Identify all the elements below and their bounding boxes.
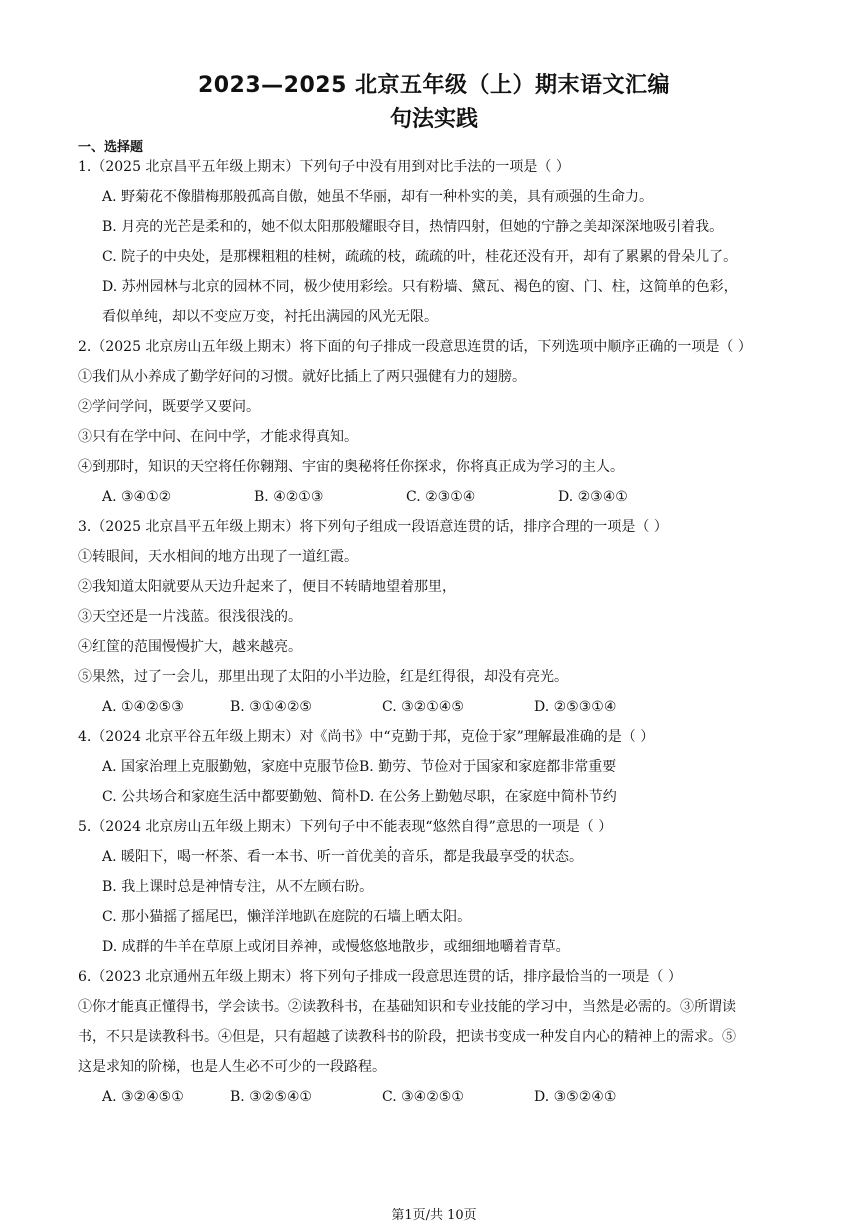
questions-list	[78, 152, 798, 1112]
question-3-choice-d: D. ②⑤③①④	[534, 699, 617, 715]
question-4-options-cd: C. 公共场合和家庭生活中都要勤勉、简朴D. 在公务上勤勉尽职，在家庭中简朴节约	[102, 789, 617, 805]
question-2-sentence-4: ④到那时，知识的天空将任你翱翔、宇宙的奥秘将任你探求，你将真正成为学习的主人。	[78, 459, 624, 475]
question-3-sentence-3: ③天空还是一片浅蓝。很浅很浅的。	[78, 609, 302, 625]
question-4-options-ab: A. 国家治理上克服勤勉，家庭中克服节俭B. 勤劳、节俭对于国家和家庭都非常重要	[102, 759, 617, 775]
question-3-choice-a: A. ①④②⑤③	[102, 699, 184, 715]
question-2-sentence-2: ②学问学问，既要学又要问。	[78, 399, 260, 415]
question-2-choice-b: B. ④②①③	[254, 489, 324, 505]
page-title: 2023—2025 北京五年级（上）期末语文汇编	[197, 73, 671, 98]
question-3-sentence-2: ②我知道太阳就要从天边升起来了，便目不转睛地望着那里，	[78, 579, 456, 595]
question-6-choice-c: C. ③④②⑤①	[382, 1089, 464, 1105]
question-2-choice-c: C. ②③①④	[406, 489, 476, 505]
question-6-paragraph-line-1: ①你才能真正懂得书，学会读书。②读教科书，在基础知识和专业技能的学习中，当然是必需的。③所谓读	[78, 999, 736, 1015]
question-5-option-b: B. 我上课时总是神情专注，从不左顾右盼。	[102, 879, 374, 895]
question-5-stem-part2: 表现“悠然自得”意思的一项是（ ）	[397, 819, 613, 835]
question-3-stem: 3.（2025 北京昌平五年级上期末）将下列句子组成一段语意连贯的话，排序合理的一项是（ ）	[78, 519, 668, 535]
question-2-sentence-3: ③只有在学中问、在问中学，才能求得真知。	[78, 429, 358, 445]
question-5-option-d: D. 成群的牛羊在草原上或闭目养神，或慢悠悠地散步，或细细地嚼着青草。	[102, 939, 570, 955]
question-5-option-a: A. 暖阳下，喝一杯茶、看一本书、听一首优美的音乐，都是我最享受的状态。	[102, 849, 584, 865]
question-6-choices	[78, 1082, 798, 1112]
question-1-option-d-cont: 看似单纯，却以不变应万变，衬托出满园的风光无限。	[102, 309, 438, 325]
question-3-sentence-1: ①转眼间，天水相间的地方出现了一道红霞。	[78, 549, 358, 565]
question-1-option-a: A. 野菊花不像腊梅那般孤高自傲，她虽不华丽，却有一种朴实的美，具有顽强的生命力。	[102, 189, 654, 205]
question-2-choice-d: D. ②③④①	[558, 489, 628, 505]
question-5-stem	[78, 812, 798, 842]
question-4-stem: 4.（2024 北京平谷五年级上期末）对《尚书》中“克勤于邦，克俭于家”理解最准确的是（ ）	[78, 729, 655, 745]
question-3-choice-c: C. ③②①④⑤	[382, 699, 464, 715]
question-6-choice-a: A. ③②④⑤①	[102, 1089, 184, 1105]
question-3-choice-b: B. ③①④②⑤	[230, 699, 312, 715]
question-5-option-c: C. 那小猫摇了摇尾巴，懒洋洋地趴在庭院的石墙上晒太阳。	[102, 909, 472, 925]
question-5-stem-part1: 5.（2024 北京房山五年级上期末）下列句子中不	[78, 819, 384, 835]
question-1-option-b: B. 月亮的光芒是柔和的，她不似太阳那般耀眼夺目，热情四射，但她的宁静之美却深深地吸引着我。	[102, 219, 724, 235]
section-heading: 一、选择题	[78, 140, 144, 155]
question-6-choice-d: D. ③⑤②④①	[534, 1089, 617, 1105]
question-5-emphasis-char: 能	[383, 819, 398, 835]
question-6-paragraph-line-3: 这是求知的阶梯，也是人生必不可少的一段路程。	[78, 1059, 386, 1075]
question-3-sentence-4: ④红筐的范围慢慢扩大，越来越亮。	[78, 639, 302, 655]
question-2-sentence-1: ①我们从小养成了勤学好问的习惯。就好比插上了两只强健有力的翅膀。	[78, 369, 526, 385]
question-1-stem: 1.（2025 北京昌平五年级上期末）下列句子中没有用到对比手法的一项是（ ）	[78, 159, 570, 175]
question-2-stem: 2.（2025 北京房山五年级上期末）将下面的句子排成一段意思连贯的话，下列选项中顺序正确的一项是（ ）	[78, 339, 752, 355]
question-6-paragraph-line-2: 书，不只是读教科书。④但是，只有超越了读教科书的阶段，把读书变成一种发自内心的精神上的需求。⑤	[78, 1029, 736, 1045]
question-3-sentence-5: ⑤果然，过了一会儿，那里出现了太阳的小半边脸，红是红得很，却没有亮光。	[78, 669, 568, 685]
question-3-choices	[78, 692, 798, 722]
question-1-option-d: D. 苏州园林与北京的园林不同，极少使用彩绘。只有粉墙、黛瓦、褐色的窗、门、柱，这简单的色彩，	[102, 279, 738, 295]
question-2-choices	[78, 482, 798, 512]
question-1-option-c: C. 院子的中央处，是那棵粗粗的桂树，疏疏的枝，疏疏的叶，桂花还没有开，却有了累累的骨朵儿了。	[102, 249, 738, 265]
page-subtitle: 句法实践	[389, 107, 478, 132]
question-2-choice-a: A. ③④①②	[102, 489, 172, 505]
page-number: 第1页/共 10页	[391, 1208, 477, 1223]
question-6-choice-b: B. ③②⑤④①	[230, 1089, 312, 1105]
question-6-stem: 6.（2023 北京通州五年级上期末）将下列句子排成一段意思连贯的话，排序最恰当的一项是（ ）	[78, 969, 682, 985]
